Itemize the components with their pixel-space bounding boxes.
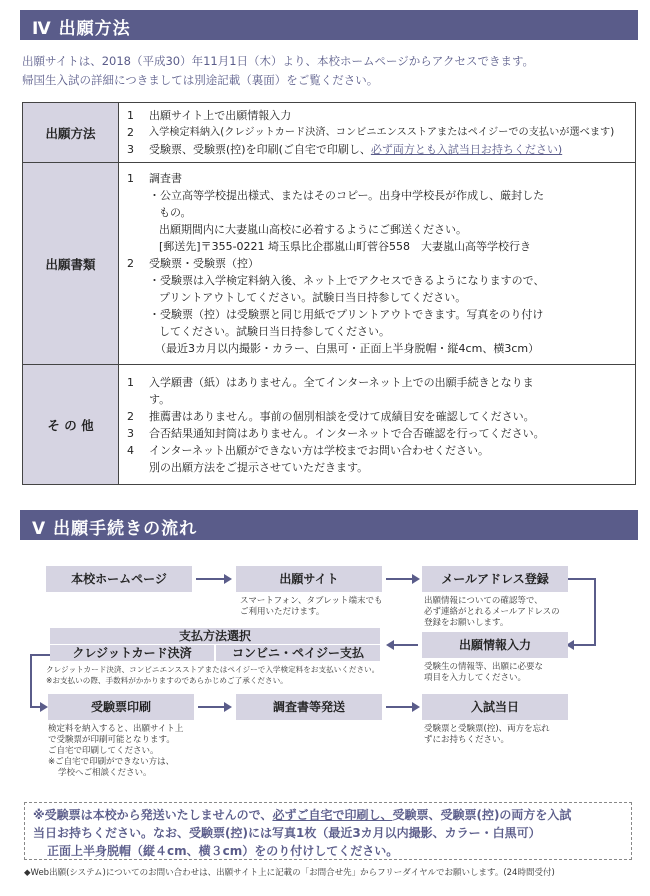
- row-label-method: 出願方法: [23, 103, 119, 163]
- row-label-other: そ の 他: [23, 365, 119, 485]
- flow-payment-title: 支払方法選択: [50, 628, 380, 644]
- list-item: 2 受験票・受験票（控）: [127, 257, 259, 270]
- row-content-method: [119, 103, 636, 163]
- list-item: 2 入学検定料納入(クレジットカード決済、コンビニエンスストアまたはペイジーでの支払いが選べます): [127, 126, 615, 139]
- list-item: 1 出願サイト上で出願情報入力: [127, 109, 292, 122]
- arrow-left-icon: [572, 644, 596, 646]
- flow-print-note: 検定料を納入すると、出願サイト上 で受験票が印刷可能となります。 ご自宅で印刷してください。 ※ご自宅で印刷ができない方は、 学校へご相談ください。: [48, 724, 184, 778]
- flow-ticket-print: 受験票印刷: [48, 694, 194, 720]
- flow-payment-card: クレジットカード決済: [50, 645, 214, 661]
- list-item: 3 受験票、受験票(控)を印刷(ご自宅で印刷し、必ず両方とも入試当日お持ちください): [127, 143, 563, 156]
- flow-exam-day: 入試当日: [422, 694, 568, 720]
- row-label-documents: 出願書類: [23, 163, 119, 365]
- row-content-documents: 1 調査書 ・公立高等学校提出様式、またはそのコピー。出身中学校長が作成し、厳封した もの。 出願期間内に大妻嵐山高校に必着するようにご郵送ください。 [郵送先]〒355-0221 埼玉県比企郡嵐山町菅谷558 大妻嵐山高等学校行き 2 受験票・受験票（控） ・受験票は入学検定料納入後、ネット上でアクセスできるようになりますので、 プリントアウトしてください。試験日当日持参してください。 ・受験票（控）は受験票と同じ用紙でプリントアウトできます。写真をのり付け してください。試験日当日持参してください。 （最近3カ月以内撮影・カラー、白黒可・正面上半身脱帽・縦4cm、横3cm）: [119, 163, 636, 365]
- list-item: 4 インターネット出願ができない方は学校までお問い合わせください。 別の出願方法をご提示させていただきます。: [127, 443, 490, 474]
- arrow-right-icon: [386, 706, 414, 708]
- table-row: [23, 365, 636, 485]
- flow-payment-note: クレジットカード決済、コンビニエンスストアまたはペイジーで入学検定料をお支払いください。 ※お支払いの際、手数料がかかりますのであらかじめご了承ください。: [46, 665, 380, 685]
- flow-info-input: 出願情報入力: [422, 632, 568, 658]
- table-row: [23, 163, 636, 365]
- connector-line: [30, 654, 50, 656]
- flow-input-note: 受験生の情報等、出願に必要な 項目を入力してください。: [424, 662, 544, 683]
- connector-line: [568, 578, 596, 580]
- footer-note: ◆Web出願(システム)についてのお問い合わせは、出願サイト上に記載の「お問合せ先」からフリーダイヤルでお願いします。(24時間受付): [24, 868, 555, 878]
- section-5-title: Ⅴ 出願手続きの流れ: [20, 510, 638, 540]
- row-content-other: [119, 365, 636, 485]
- flow-exam-note: 受験票と受験票(控)、両方を忘れ ずにお持ちください。: [424, 724, 550, 745]
- intro-text: [22, 52, 632, 90]
- arrow-right-icon: [30, 706, 42, 708]
- flow-email-note: 出願情報についての確認等で、 必ず連絡がとれるメールアドレスの 登録をお願いします。: [424, 596, 560, 628]
- flow-application-site: 出願サイト: [236, 566, 382, 592]
- list-item: 2 推薦書はありません。事前の個別相談を受けて成績目安を確認してください。: [127, 409, 535, 423]
- flow-send-documents: 調査書等発送: [236, 694, 382, 720]
- section-4-title: Ⅳ 出願方法: [20, 10, 638, 40]
- list-item: 3 合否結果通知封筒はありません。インターネットで合否確認を行ってください。: [127, 426, 545, 440]
- intro-line-1: 出願サイトは、2018（平成30）年11月1日（木）より、本校ホームページからアクセスできます。: [22, 54, 535, 68]
- arrow-right-icon: [386, 578, 414, 580]
- important-notice: ※受験票は本校から発送いたしませんので、必ずご自宅で印刷し、受験票、受験票(控)の両方を入試 当日お持ちください。なお、受験票(控)には写真1枚（最近3カ月以内撮影、カラー・白黒可） 正面上半身脱帽（縦４cm、横３cm）をのり付けしてください。: [24, 802, 632, 860]
- flow-site-note: スマートフォン、タブレット端末でも ご利用いただけます。: [240, 596, 383, 617]
- list-item: 1 入学願書（紙）はありません。全てインターネット上での出願手続きとなりま す。: [127, 375, 534, 406]
- flow-payment-convenience: コンビニ・ペイジー支払: [216, 645, 380, 661]
- arrow-right-icon: [198, 706, 226, 708]
- flow-email-registration: メールアドレス登録: [422, 566, 568, 592]
- flow-homepage: 本校ホームページ: [46, 566, 192, 592]
- arrow-right-icon: [196, 578, 226, 580]
- intro-line-2: 帰国生入試の詳細につきましては別途記載（裏面）をご覧ください。: [22, 73, 379, 87]
- application-method-table: [22, 102, 636, 485]
- arrow-left-icon: [392, 644, 418, 646]
- connector-line: [30, 654, 32, 708]
- table-row: [23, 103, 636, 163]
- list-item: 1 調査書: [127, 172, 182, 185]
- connector-line: [594, 578, 596, 646]
